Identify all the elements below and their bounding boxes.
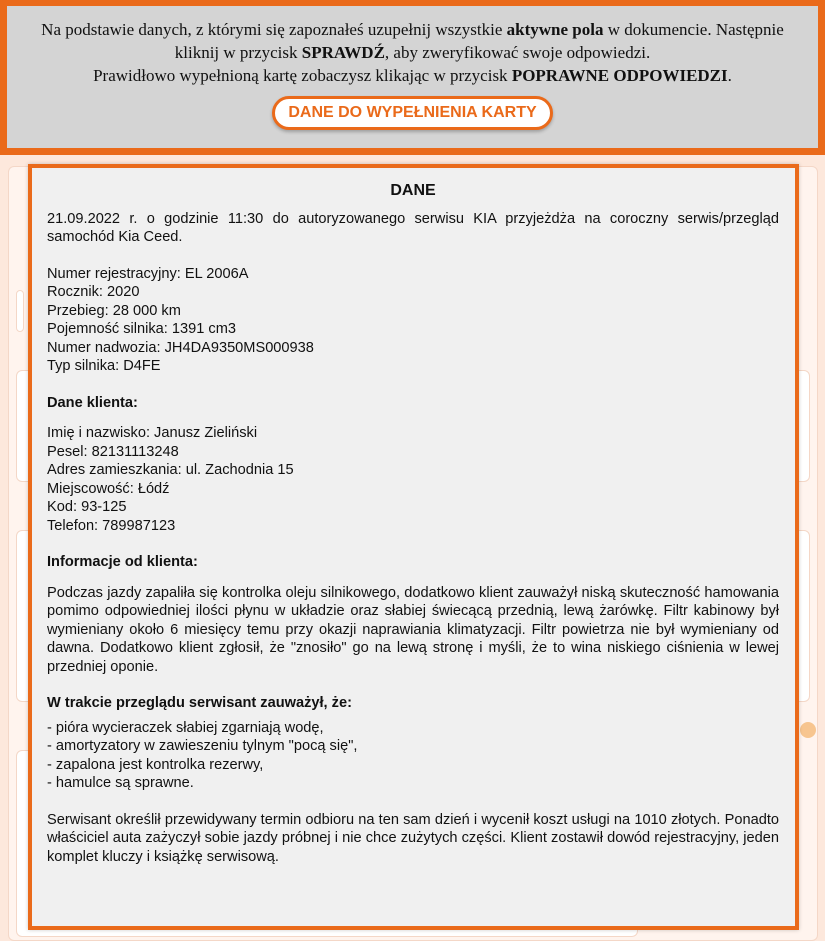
vehicle-detail: Pojemność silnika: 1391 cm3 [47, 321, 236, 337]
instruction-text: kliknij w przycisk [174, 43, 302, 62]
client-detail: Imię i nazwisko: Janusz Zieliński [47, 425, 258, 441]
modal-title: DANE [390, 182, 436, 199]
inspection-item: - zapalona jest kontrolka rezerwy, [47, 756, 264, 773]
inspection-item: - amortyzatory w zawieszeniu tylnym "pocą się", [47, 738, 358, 754]
instruction-line-3 [17, 64, 808, 87]
client-detail: Miejscowość: Łódź [47, 480, 170, 497]
client-detail: Pesel: 82131113248 [47, 443, 179, 460]
client-detail: Adres zamieszkania: ul. Zachodnia 15 [47, 462, 294, 478]
instruction-text: . [727, 66, 732, 85]
vehicle-detail: Typ silnika: D4FE [47, 358, 161, 374]
background-field [16, 290, 24, 332]
instruction-text: , aby zweryfikować swoje odpowiedzi. [384, 43, 651, 62]
vehicle-detail: Przebieg: 28 000 km [47, 302, 181, 319]
instruction-line-1 [17, 18, 808, 41]
instruction-panel [7, 6, 818, 148]
inspection-item: - pióra wycieraczek słabiej zgarniają wodę, [47, 719, 324, 736]
data-modal [28, 164, 799, 930]
instruction-line-2 [17, 41, 808, 64]
instruction-emphasis: POPRAWNE ODPOWIEDZI [511, 66, 728, 85]
instruction-emphasis: SPRAWDŹ [301, 43, 385, 62]
client-detail: Telefon: 789987123 [47, 517, 176, 534]
fill-data-button[interactable]: DANE DO WYPEŁNIENIA KARTY [272, 96, 552, 130]
client-detail: Kod: 93-125 [47, 499, 127, 515]
inspection-heading: W trakcie przeglądu serwisant zauważył, że: [47, 695, 352, 711]
background-indicator-icon [800, 722, 816, 738]
inspection-item: - hamulce są sprawne. [47, 775, 194, 791]
instruction-text: w dokumencie. Następnie [603, 20, 784, 39]
modal-intro: 21.09.2022 r. o godzinie 11:30 do autoryzowanego serwisu KIA przyjeżdża na coroczny serwis/przegląd samochód Kia Ceed. [47, 210, 779, 245]
instruction-banner [0, 0, 825, 155]
vehicle-details [47, 265, 779, 376]
info-heading: Informacje od klienta: [47, 554, 198, 570]
instruction-text: Prawidłowo wypełnioną kartę zobaczysz klikając w przycisk [93, 66, 512, 85]
instruction-emphasis: aktywne pola [506, 20, 604, 39]
closing-text: Serwisant określił przewidywany termin odbioru na ten sam dzień i wycenił koszt usługi na 1010 złotych. Ponadto właściciel auta zażyczył sobie jazdy próbnej i nie chce zużytych części. Klient zostawił dowód rejestracyjny, jeden komplet kluczy i książkę serwisową. [47, 811, 779, 865]
vehicle-detail: Rocznik: 2020 [47, 284, 140, 300]
vehicle-detail: Numer nadwozia: JH4DA9350MS000938 [47, 339, 314, 356]
client-heading: Dane klienta: [47, 394, 138, 411]
client-details [47, 424, 779, 535]
instruction-text: Na podstawie danych, z którymi się zapoznałeś uzupełnij wszystkie [41, 20, 507, 39]
info-text: Podczas jazdy zapaliła się kontrolka oleju silnikowego, dodatkowo klient zauważył niską skuteczność hamowania pomimo odpowiedniej ilości płynu w układzie oraz słabiej świecącą przednią, lewą żarówkę. Filtr kabinowy był wymieniany około 6 miesięcy temu przy okazji naprawiania klimatyzacji. Filtr powietrza nie był wymieniany od dawna. Dodatkowo klient zgłosił, że "znosiło" go na lewą stronę i myśli, że to wina niskiego ciśnienia w lewej przedniej oponie. [47, 584, 779, 675]
vehicle-detail: Numer rejestracyjny: EL 2006A [47, 265, 249, 282]
inspection-list [47, 719, 779, 793]
